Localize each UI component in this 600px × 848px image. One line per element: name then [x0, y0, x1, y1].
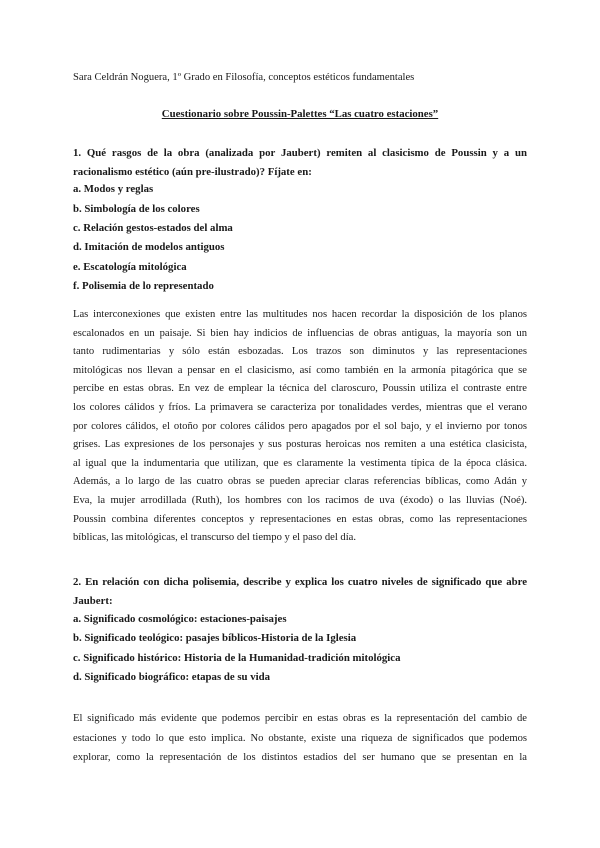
question-1-option-e: e. Escatología mitológica: [73, 261, 187, 273]
answer-1-line: Poussin combina diferentes conceptos y representaciones en estas obras, como las representaciones: [73, 513, 527, 525]
answer-2-line: estaciones y todo lo que esto implica. No obstante, existe una riqueza de significados que podemos: [73, 732, 527, 744]
question-1-answer: [73, 306, 527, 548]
answer-1-line: Eva, la mujer arrodillada (Ruth), los hombres con los racimos de uva (éxodo) o las lluvias (Noé).: [73, 494, 527, 506]
answer-2-line: El significado más evidente que podemos percibir en estas obras es la representación del cambio de: [73, 713, 527, 724]
answer-1-line: Las interconexiones que existen entre las multitudes nos hacen recordar la disposición de los planos: [73, 309, 527, 320]
question-1-option-b: b. Simbología de los colores: [73, 203, 200, 215]
answer-1-line: bíblicas, las mitológicas, el transcurso del tiempo y el paso del día.: [73, 532, 357, 544]
answer-1-line: al igual que la indumentaria que utilizan, que es claramente la vestimenta típica de la época clásica.: [73, 457, 527, 469]
question-2-option-a: a. Significado cosmológico: estaciones-paisajes: [73, 613, 287, 625]
question-1-heading: [73, 144, 527, 182]
answer-1-line: por colores cálidos, el otoño por colores cálidos pero apagados por el sol bajo, y el invierno por tonos: [73, 420, 527, 432]
question-2-option-b: b. Significado teológico: pasajes bíblicos-Historia de la Iglesia: [73, 632, 357, 644]
question-2-heading-line-2: Jaubert:: [73, 595, 113, 607]
question-1-option-d: d. Imitación de modelos antiguos: [73, 241, 225, 253]
question-2-heading-line-1: 2. En relación con dicha polisemia, describe y explica los cuatro niveles de significado que abre: [73, 576, 527, 588]
question-1-option-f: f. Polisemia de lo representado: [73, 280, 214, 292]
question-2-option-c: c. Significado histórico: Historia de la Humanidad-tradición mitológica: [73, 652, 401, 664]
answer-1-line: mitológicas nos llevan a pensar en el clasicismo, así como también en la armonía pitagórica que se: [73, 364, 527, 376]
answer-1-line: Además, a lo largo de las cuatro obras se pueden apreciar claras referencias bíblicas, como Adán y: [73, 476, 527, 488]
question-1-option-c: c. Relación gestos-estados del alma: [73, 222, 233, 234]
author-header: Sara Celdrán Noguera, 1º Grado en Filosofía, conceptos estéticos fundamentales: [73, 72, 415, 83]
answer-1-line: los colores cálidos y fríos. La primavera se caracteriza por tonalidades verdes, mientras que el verano: [73, 401, 527, 413]
document-title: Cuestionario sobre Poussin-Palettes “Las cuatro estaciones”: [161, 108, 439, 120]
question-1-option-a: a. Modos y reglas: [73, 183, 154, 195]
answer-1-line: grises. Las expresiones de los personajes y sus posturas heroicas nos remiten a una estética clasicista,: [73, 439, 527, 451]
question-1-heading-line-1: 1. Qué rasgos de la obra (analizada por Jaubert) remiten al clasicismo de Poussin y a un: [73, 147, 527, 159]
question-1-heading-line-2: racionalismo estético (aún pre-ilustrado)? Fíjate en:: [73, 166, 312, 178]
answer-1-line: percibe en estas obras. En vez de emplear la técnica del claroscuro, Poussin utiliza el contraste entre: [73, 383, 527, 395]
answer-1-line: escalonados en un paisaje. Si bien hay indicios de influencias de obras antiguas, la mayoría son un: [73, 327, 527, 339]
question-2-option-d: d. Significado biográfico: etapas de su vida: [73, 671, 271, 683]
answer-1-line: tanto rudimentarias y sólo están esbozadas. Los trazos son diminutos y las representaciones: [73, 346, 527, 358]
question-2-answer: [73, 710, 527, 768]
answer-2-line: explorar, como la representación de los distintos estadios del ser humano que se presentan en la: [73, 752, 527, 764]
question-2-heading: [73, 573, 527, 611]
